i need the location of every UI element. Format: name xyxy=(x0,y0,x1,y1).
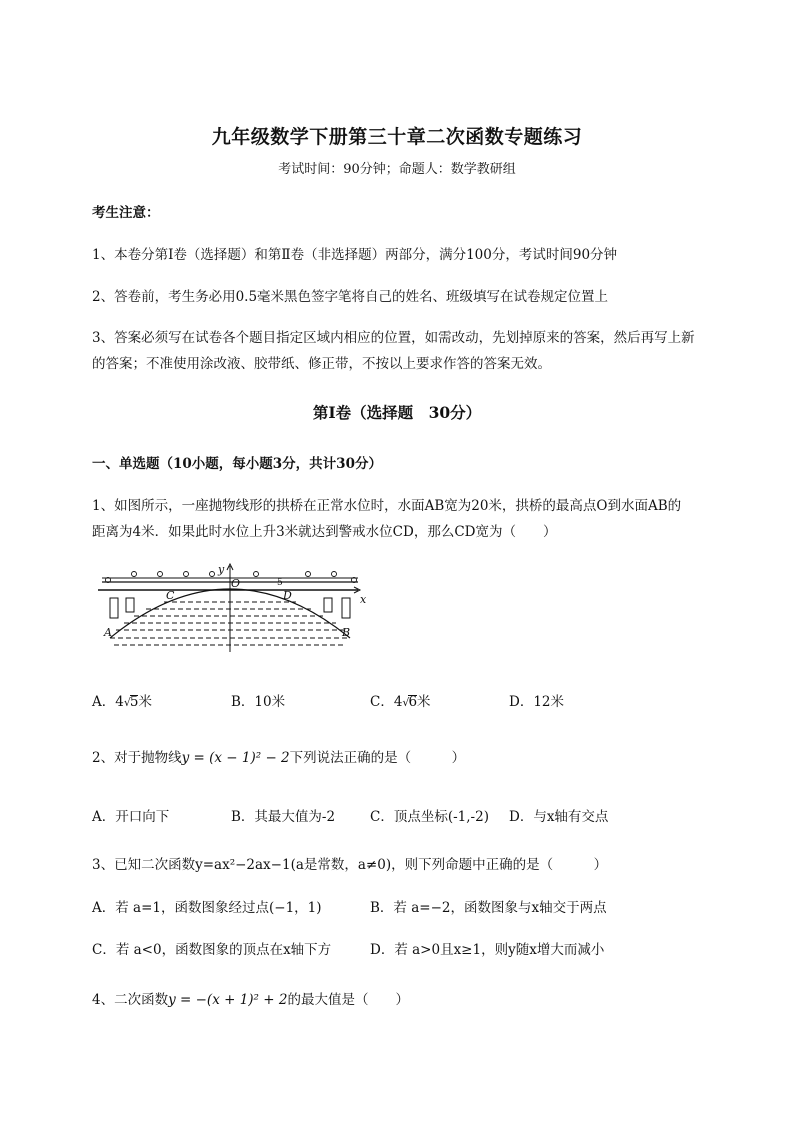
q3-option-d[interactable]: D．若 a>0且x≥1，则y随x增大而减小 xyxy=(370,942,605,958)
q1-option-c[interactable]: C．4√6米 xyxy=(370,694,431,710)
q4-stem xyxy=(92,988,409,1008)
exam-info: 考试时间：90分钟；命题人：数学教研组 xyxy=(278,162,516,177)
q2-stem xyxy=(92,746,465,766)
section-title: 第I卷（选择题 30分） xyxy=(312,403,482,422)
page-title: 九年级数学下册第三十章二次函数专题练习 xyxy=(211,126,583,148)
q1-stem-line-1: 1、如图所示，一座抛物线形的拱桥在正常水位时，水面AB宽为20米，拱桥的最高点O到水面AB的 xyxy=(92,498,682,514)
q1-option-a[interactable]: A．4√5米 xyxy=(92,694,152,710)
q2-option-b[interactable]: B．其最大值为-2 xyxy=(231,809,336,825)
q1-stem-line-2: 距离为4米．如果此时水位上升3米就达到警戒水位CD，那么CD宽为（ ） xyxy=(92,524,557,540)
q3-option-c[interactable]: C．若 a<0，函数图象的顶点在x轴下方 xyxy=(92,942,332,958)
notice-heading: 考生注意： xyxy=(92,205,160,221)
part-heading: 一、单选题（10小题，每小题3分，共计30分） xyxy=(92,456,382,472)
label-x: x xyxy=(360,593,367,606)
q3-option-a[interactable]: A．若 a=1，函数图象经过点(−1，1) xyxy=(92,900,322,916)
q1-option-c-radicand: 6 xyxy=(408,694,418,710)
label-b: B xyxy=(342,626,351,639)
q1-option-b[interactable]: B．10米 xyxy=(231,694,286,710)
label-d: D xyxy=(283,589,292,602)
label-deco: 5 xyxy=(277,578,283,588)
q2-option-d[interactable]: D．与x轴有交点 xyxy=(509,809,609,825)
notice-item-3-line-1: 3、答案必须写在试卷各个题目指定区域内相应的位置，如需改动，先划掉原来的答案，然后再写上新 xyxy=(92,330,695,346)
q2-formula: y = (x − 1)² − 2 xyxy=(181,750,290,766)
q4-stem-suffix: 的最大值是（ ） xyxy=(287,992,409,1008)
q2-option-c[interactable]: C．顶点坐标(-1,-2) xyxy=(370,809,489,825)
q1-option-a-radicand: 5 xyxy=(129,694,139,710)
bridge-figure xyxy=(96,562,372,654)
q3-stem: 3、已知二次函数y=ax²−2ax−1(a是常数，a≠0)，则下列命题中正确的是（ ） xyxy=(92,857,608,873)
q1-option-a-unit: 米 xyxy=(138,694,152,710)
label-y: y xyxy=(218,563,225,576)
q2-option-a[interactable]: A．开口向下 xyxy=(92,809,170,825)
notice-item-2: 2、答卷前，考生务必用0.5毫米黑色签字笔将自己的姓名、班级填写在试卷规定位置上 xyxy=(92,289,609,305)
q3-option-b[interactable]: B．若 a=−2，函数图象与x轴交于两点 xyxy=(370,900,607,916)
q4-stem-prefix: 4、二次函数 xyxy=(92,992,169,1008)
q1-option-d[interactable]: D．12米 xyxy=(509,694,565,710)
notice-item-1: 1、本卷分第I卷（选择题）和第Ⅱ卷（非选择题）两部分，满分100分，考试时间90分钟 xyxy=(92,247,618,263)
label-a: A xyxy=(104,626,112,639)
q2-stem-prefix: 2、对于抛物线 xyxy=(92,750,182,766)
q1-option-c-prefix: C．4 xyxy=(370,694,403,710)
label-c: C xyxy=(166,589,175,602)
q4-formula: y = −(x + 1)² + 2 xyxy=(168,992,288,1008)
notice-item-3-line-2: 的答案；不准使用涂改液、胶带纸、修正带，不按以上要求作答的答案无效。 xyxy=(92,356,551,372)
q2-stem-suffix: 下列说法正确的是（ ） xyxy=(289,750,466,766)
label-o: O xyxy=(231,577,241,590)
q1-option-c-unit: 米 xyxy=(417,694,431,710)
q1-option-a-prefix: A．4 xyxy=(92,694,124,710)
